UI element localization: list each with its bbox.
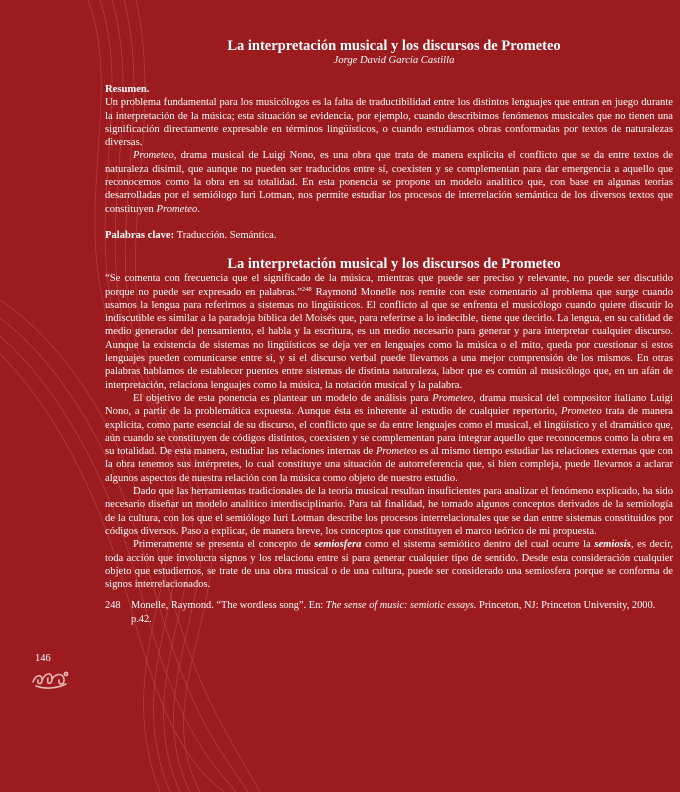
abstract-paragraph-2: Prometeo, drama musical de Luigi Nono, es una obra que trata de manera explícita el conflicto que se da entre textos de naturaleza disímil, que aunque no pueden ser traducidos entre sí, coexisten y se complementan para dar emergencia a aquello que reconocemos como la obra en su totalidad. En esta ponencia se propone un modelo analítico que, con base en algunas teorías desarrolladas por el semiólogo Iuri Lotman, nos permite estudiar los procesos de interrelación semántica de los diversos textos que constituyen Prometeo. bbox=[105, 150, 673, 215]
body-paragraph-4: Primeramente se presenta el concepto de semiosfera como el sistema semiótico dentro del cual ocurre la semiosis, es decir, toda acción que involucra signos y los relaciona entre sí para generar cualquier tipo de sentido. Desde esta consideración cualquier objeto que estudiemos, se trate de una obra musical o de una cultura, puede ser considerado una semiosfera porque se conforma de signos interrelacionados. bbox=[105, 539, 674, 591]
work-title: Prometeo bbox=[156, 203, 198, 215]
term-semiosis: semiosis bbox=[594, 539, 631, 551]
keywords-label: Palabras clave: bbox=[105, 229, 175, 241]
footnote-text: Monelle, Raymond. “The wordless song”. En: The sense of music: semiotic essays. Princeton, NJ: Princeton University, 2000. p.42. bbox=[131, 600, 656, 625]
footnote-reference: 248 bbox=[301, 285, 312, 293]
footnote-number: 248 bbox=[105, 600, 121, 612]
footnote bbox=[105, 599, 673, 626]
body-paragraph-1: “Se comenta con frecuencia que el significado de la música, mientras que puede ser preciso y relevante, no puede ser discutido porque no puede ser expresado en palabras.”$^{248}$ Raymond Monelle nos remite con este comentario al problema que surge cuando usamos la lengua para referirnos a sistemas no lingüísticos. El conflicto al que se enfrenta el musicólogo cuando quiere discutir lo indiscutible es similar a la paradoja bíblica del Moisés que, para referirse a lo indecible, tiene que decirlo. La lengua, en su calidad de medio generador del pensamiento, el habla y la escritura, es un medio necesario para generar y para interpretar cualquier discurso. Aunque la existencia de sistemas no lingüísticos se deja ver en lenguajes como la música o el mito, queda por cuestionar si estos lenguajes pueden comunicarse entre sí, y si el discurso verbal puede llevarnos a una mejor comprensión de los mismos. En otras palabras hablamos de establecer puentes entre sistemas de distinta naturaleza, labor que es común al musicólogo que, en un afán de interpretación, relaciona lenguajes como la música, la notación musical y la palabra. bbox=[105, 273, 673, 391]
work-title: Prometeo, bbox=[432, 392, 476, 404]
abstract-paragraph-1: Un problema fundamental para los musicólogos es la falta de traductibilidad entre los distintos lenguajes que entran en juego durante la interpretación de la música; esta situación se evidencia, por ejemplo, cuando describimos fenómenos musicales que no tienen una significación directamente expresable en términos lingüísticos, o cuando estudiamos obras conformadas por textos de naturalezas diversas. bbox=[105, 97, 673, 149]
author-name: Jorge David García Castilla bbox=[333, 55, 455, 66]
page-title: La interpretación musical y los discursos de Prometeo bbox=[227, 38, 561, 54]
body-paragraph-2: El objetivo de esta ponencia es plantear un modelo de análisis para Prometeo, drama musical del compositor italiano Luigi Nono, a partir de la problemática expuesta. Aunque ésta es inherente al estudio de cualquier repertorio, Prometeo trata de manera explícita, como parte esencial de su discurso, el conflicto que se da entre lenguajes como el musical, el lingüístico y el dramático que, aún cuando se constituyen de códigos distintos, coexisten y se complementan para integrar aquello que reconocemos como la obra en su totalidad. De esta manera, estudiar las relaciones internas de Prometeo es al mismo tiempo estudiar las relaciones externas que con la obra tenemos sus intérpretes, lo cual constituye una situación de autorreferencia que, si bien compleja, puede llevarnos a aclarar algunos aspectos de nuestra relación con la música como objeto de nuestro estudio. bbox=[105, 392, 673, 484]
main-content bbox=[105, 38, 673, 626]
work-title: Prometeo bbox=[375, 446, 417, 458]
work-title: Prometeo, bbox=[133, 150, 177, 162]
body-paragraph-3: Dado que las herramientas tradicionales de la teoría musical resultan insuficientes para analizar el fenómeno explicado, ha sido necesario diseñar un modelo analítico interdisciplinario. Para tal finalidad, he tomado algunos conceptos derivados de la semiología de la cultura, con los que el semiólogo Iuri Lotman describe los procesos interrelacionales que se dan entre sistemas constituidos por códigos diversos. Paso a explicar, de manera breve, los conceptos que constituyen el marco teórico de mi propuesta. bbox=[105, 486, 673, 537]
section-title: La interpretación musical y los discursos de Prometeo bbox=[227, 256, 561, 273]
flourish-ornament-icon bbox=[30, 668, 70, 690]
keywords-value: Traducción. Semántica. bbox=[174, 229, 277, 241]
page-number: 146 bbox=[35, 653, 51, 664]
abstract-label: Resumen. bbox=[105, 84, 150, 95]
keywords bbox=[105, 229, 673, 242]
work-title: Prometeo bbox=[561, 406, 602, 418]
term-semiosfera: semiosfera bbox=[314, 539, 362, 551]
